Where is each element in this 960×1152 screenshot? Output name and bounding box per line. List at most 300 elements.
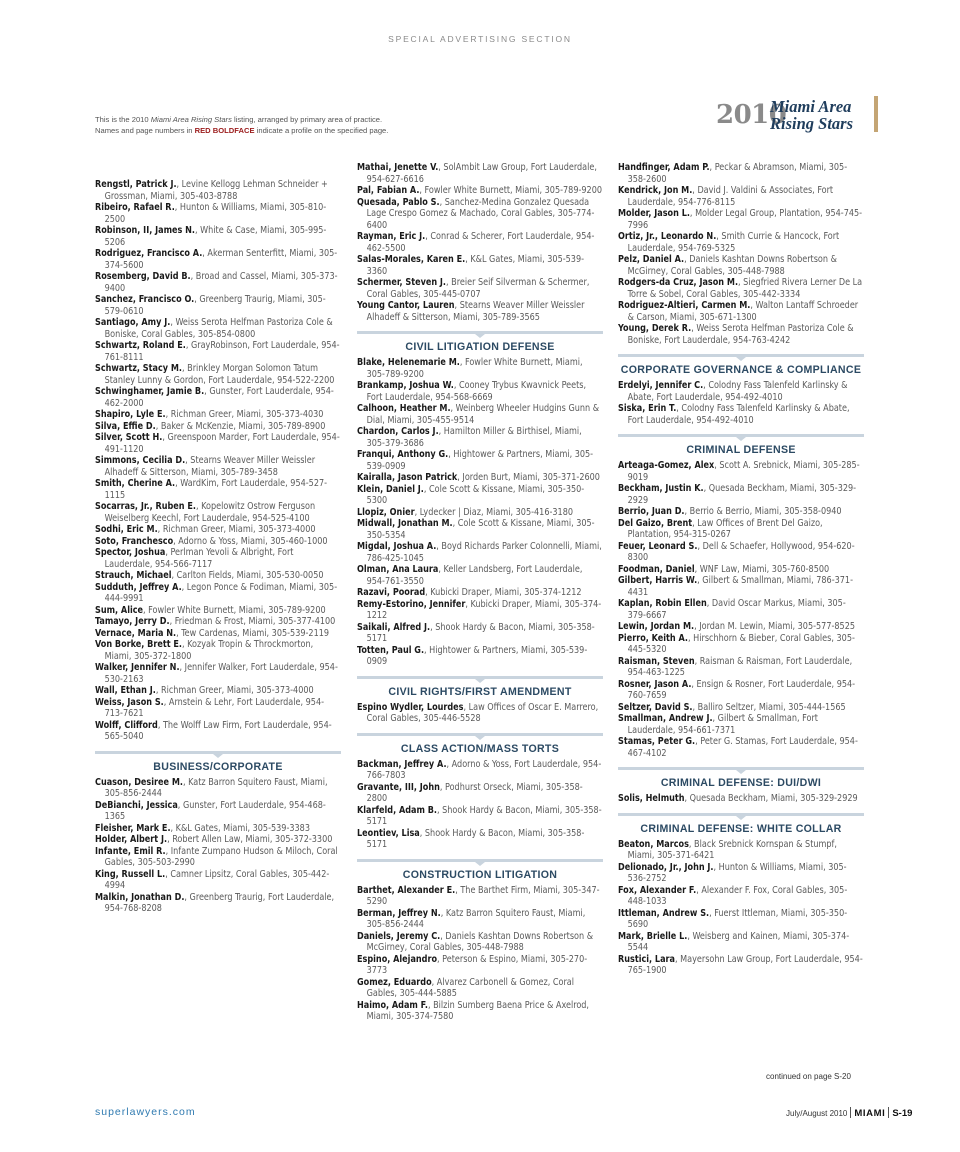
attorney-name: Mathai, Jenette V.	[357, 162, 439, 173]
firm-details: , Alexander F. Fox, Coral Gables, 305-448-1033	[627, 884, 848, 907]
footer-folio	[786, 1107, 912, 1119]
firm-details: , Law Offices of Oscar E. Marrero, Coral Gables, 305-446-5528	[366, 701, 599, 724]
attorney-name: Chardon, Carlos J.	[357, 426, 439, 437]
firm-details: , Peterson & Espino, Miami, 305-270-3773	[366, 953, 588, 976]
attorney-name: Fleisher, Mark E.	[95, 822, 171, 834]
firm-details: , Hightower & Partners, Miami, 305-539-0909	[366, 449, 594, 472]
section-header	[618, 354, 864, 377]
attorney-name: Shapiro, Lyle E.	[95, 409, 166, 420]
firm-details: , Colodny Fass Talenfeld Karlinsky & Abate, Fort Lauderdale, 954-492-4010	[627, 403, 850, 426]
listing-entry	[95, 248, 341, 271]
listing-entry	[618, 380, 864, 403]
attorney-name: Fox, Alexander F.	[618, 884, 697, 896]
footer-date: July/August 2010	[786, 1109, 848, 1118]
listing-entry	[95, 536, 341, 548]
firm-details: , White & Case, Miami, 305-995-5206	[104, 225, 327, 248]
firm-details: , Fuerst Ittleman, Miami, 305-350-5690	[627, 907, 848, 930]
listing-entry	[95, 455, 341, 478]
firm-details: , Adorno & Yoss, Miami, 305-460-1000	[173, 535, 328, 547]
listing-entry	[618, 208, 864, 231]
listing-entry	[357, 885, 603, 908]
firm-details: , Brinkley Morgan Solomon Tatum Stanley Lunny & Gordon, Fort Lauderdale, 954-522-2200	[104, 363, 335, 386]
firm-details: , Raisman & Raisman, Fort Lauderdale, 954-463-1225	[627, 655, 853, 678]
section-header	[618, 813, 864, 836]
listing-entry	[357, 254, 603, 277]
firm-details: , Quesada Beckham, Miami, 305-329-2929	[627, 483, 857, 506]
attorney-name: Berrio, Juan D.	[618, 506, 685, 517]
section-header	[618, 767, 864, 790]
listing-entry	[357, 507, 603, 519]
attorney-name: Razavi, Poorad	[357, 587, 426, 598]
listing-entry	[95, 605, 341, 617]
firm-details: , David J. Valdini & Associates, Fort Lauderdale, 954-776-8115	[627, 185, 834, 208]
firm-details: , Shook Hardy & Bacon, Miami, 305-358-5171	[366, 827, 585, 850]
attorney-name: Young Cantor, Lauren	[357, 300, 455, 311]
firm-details: , Friedman & Frost, Miami, 305-377-4100	[169, 616, 336, 627]
listing-entry	[618, 621, 864, 633]
attorney-name: Tamayo, Jerry D.	[95, 616, 170, 627]
listing-entry	[357, 541, 603, 564]
firm-details: , Peckar & Abramson, Miami, 305-358-2600	[627, 162, 848, 185]
attorney-name: Wolff, Clifford	[95, 719, 158, 731]
attorney-name: Strauch, Michael	[95, 570, 172, 581]
firm-details: , Hunton & Williams, Miami, 305-810-2500	[104, 202, 327, 225]
attorney-name: Smallman, Andrew J.	[618, 713, 713, 724]
attorney-name: Rustici, Lara	[618, 953, 676, 965]
listing-entry	[618, 460, 864, 483]
attorney-name: Espino Wydler, Lourdes	[357, 701, 464, 713]
firm-details: , Molder Legal Group, Plantation, 954-745-7996	[627, 208, 863, 231]
attorney-name: Franqui, Anthony G.	[357, 449, 449, 460]
attorney-name: Smith, Cherine A.	[95, 478, 176, 489]
section-divider	[618, 354, 864, 357]
attorney-name: Calhoon, Heather M.	[357, 403, 451, 414]
firm-details: , Quesada Beckham, Miami, 305-329-2929	[684, 793, 858, 804]
attorney-name: Stamas, Peter G.	[618, 736, 696, 747]
listing-entry	[357, 185, 603, 197]
firm-details: , Kubicki Draper, Miami, 305-374-1212	[366, 598, 602, 621]
listing-entry	[618, 564, 864, 576]
firm-details: , Stearns Weaver Miller Weissler Alhadeff & Sitterson, Miami, 305-789-3458	[104, 455, 316, 478]
section-divider	[618, 434, 864, 437]
listing-entry	[618, 839, 864, 862]
listing-entry	[95, 639, 341, 662]
firm-details: , Levine Kellogg Lehman Schneider + Grossman, Miami, 305-403-8788	[104, 179, 328, 202]
section-title: CRIMINAL DEFENSE	[686, 444, 796, 456]
firm-details: , Robert Allen Law, Miami, 305-372-3300	[167, 834, 333, 845]
listing-entry	[618, 185, 864, 208]
listing-entry	[618, 633, 864, 656]
attorney-name: Arteaga-Gomez, Alex	[618, 460, 715, 471]
attorney-name: Backman, Jeffrey A.	[357, 758, 447, 770]
listing-entry	[95, 720, 341, 743]
attorney-name: Silver, Scott H.	[95, 432, 163, 443]
listing-entry	[95, 421, 341, 433]
firm-details: , Weinberg Wheeler Hudgins Gunn & Dial, Miami, 305-455-9514	[366, 403, 600, 426]
section-title: CIVIL LITIGATION DEFENSE	[405, 341, 555, 353]
attorney-name: Socarras, Jr., Ruben E.	[95, 501, 196, 512]
listing-entry	[95, 409, 341, 421]
firm-details: , Conrad & Scherer, Fort Lauderdale, 954-462-5500	[366, 231, 595, 254]
footer-divider	[888, 1107, 889, 1118]
attorney-name: Llopiz, Onier	[357, 506, 415, 518]
listing-entry	[618, 656, 864, 679]
firm-details: , Stearns Weaver Miller Weissler Alhadeff & Sitterson, Miami, 305-789-3565	[366, 300, 585, 323]
firm-details: , Tew Cardenas, Miami, 305-539-2119	[176, 627, 330, 639]
firm-details: , Kubicki Draper, Miami, 305-374-1212	[425, 587, 582, 598]
firm-details: , Cole Scott & Kissane, Miami, 305-350-5300	[366, 483, 585, 506]
attorney-name: DeBianchi, Jessica	[95, 799, 178, 811]
listing-entry	[95, 582, 341, 605]
listing-entry	[618, 277, 864, 300]
section-divider	[95, 751, 341, 754]
firm-details: , Cole Scott & Kissane, Miami, 305-350-5354	[366, 518, 595, 541]
firm-details: , Weiss Serota Helfman Pastoriza Cole & Boniske, Fort Lauderdale, 954-763-4242	[627, 323, 854, 346]
firm-details: , Daniels Kashtan Downs Robertson & McGirney, Coral Gables, 305-448-7988	[366, 930, 594, 953]
attorney-name: Salas-Morales, Karen E.	[357, 254, 466, 265]
attorney-name: Kairalla, Jason Patrick	[357, 472, 458, 483]
section-header	[357, 859, 603, 882]
listing-entry	[95, 179, 341, 202]
listing-entry	[618, 162, 864, 185]
attorney-name: Klarfeld, Adam B.	[357, 804, 438, 816]
attorney-name: Schermer, Steven J.	[357, 277, 447, 288]
firm-details: , Siegfried Rivera Lerner De La Torre & Sobel, Coral Gables, 305-442-3334	[627, 277, 863, 300]
firm-details: , Boyd Richards Parker Colonnelli, Miami, 786-425-1045	[366, 541, 602, 564]
listing-entry	[95, 570, 341, 582]
listing-entry	[618, 403, 864, 426]
firm-details: , Gunster, Fort Lauderdale, 954-468-1365	[104, 799, 326, 822]
attorney-name: Erdelyi, Jennifer C.	[618, 380, 704, 391]
attorney-name: Siska, Erin T.	[618, 403, 677, 414]
firm-details: , David Oscar Markus, Miami, 305-379-6667	[627, 598, 846, 621]
listing-entry	[357, 472, 603, 484]
logo-title: Miami Area Rising Stars	[770, 97, 853, 133]
firm-details: , Sanchez-Medina Gonzalez Quesada Lage Crespo Gomez & Machado, Coral Gables, 305-774-6400	[366, 196, 595, 231]
section-divider	[618, 813, 864, 816]
listing-entry	[95, 697, 341, 720]
listing-entry	[618, 736, 864, 759]
firm-details: , The Barthet Firm, Miami, 305-347-5290	[366, 884, 600, 907]
section-divider	[618, 767, 864, 770]
attorney-name: Gravante, III, John	[357, 781, 440, 793]
firm-details: , Kopelowitz Ostrow Ferguson Weiselberg Keechl, Fort Lauderdale, 954-525-4100	[104, 501, 316, 524]
attorney-name: Kaplan, Robin Ellen	[618, 598, 707, 609]
listing-entry	[618, 323, 864, 346]
listing-entry	[357, 403, 603, 426]
firm-details: , Gilbert & Smallman, Miami, 786-371-4431	[627, 575, 854, 598]
section-title: BUSINESS/CORPORATE	[153, 760, 283, 773]
firm-details: , Mayersohn Law Group, Fort Lauderdale, 954-765-1900	[627, 953, 863, 976]
attorney-name: Holder, Albert J.	[95, 834, 168, 845]
footer-page-number: S-19	[892, 1108, 913, 1119]
listing-entry	[357, 197, 603, 232]
listing-entry	[357, 518, 603, 541]
listing-entry	[618, 862, 864, 885]
listing-entry	[357, 759, 603, 782]
section-header	[357, 733, 603, 756]
attorney-name: Sodhi, Eric M.	[95, 524, 158, 535]
attorney-name: Raisman, Steven	[618, 655, 695, 667]
advertising-banner: SPECIAL ADVERTISING SECTION	[388, 34, 572, 44]
listing-entry	[357, 828, 603, 851]
continued-note: continued on page S-20	[766, 1072, 851, 1081]
listing-entry	[357, 599, 603, 622]
firm-details: , Fowler White Burnett, Miami, 305-789-9200	[143, 604, 326, 616]
firm-details: , K&L Gates, Miami, 305-539-3360	[366, 254, 585, 277]
listing-entry	[618, 954, 864, 977]
attorney-name: Rodgers-da Cruz, Jason M.	[618, 277, 739, 288]
listing-entry	[357, 908, 603, 931]
listing-entry	[357, 1000, 603, 1023]
listing-entry	[618, 541, 864, 564]
listing-entry	[618, 518, 864, 541]
listing-column-1	[95, 179, 341, 915]
listing-entry	[357, 931, 603, 954]
attorney-name: Olman, Ana Laura	[357, 564, 439, 575]
listing-entry	[95, 547, 341, 570]
listing-entry	[357, 977, 603, 1000]
listing-entry	[357, 380, 603, 403]
listing-entry	[95, 800, 341, 823]
attorney-name: Foodman, Daniel	[618, 563, 695, 575]
firm-details: , Kozyak Tropin & Throckmorton, Miami, 305-372-1800	[104, 639, 314, 662]
firm-details: , SolAmbit Law Group, Fort Lauderdale, 954-627-6616	[366, 162, 597, 185]
firm-details: , WNF Law, Miami, 305-760-8500	[694, 563, 830, 575]
firm-details: , Katz Barron Squitero Faust, Miami, 305-856-2444	[104, 776, 328, 799]
attorney-name: Rodriguez-Altieri, Carmen M.	[618, 300, 751, 311]
listing-entry	[618, 713, 864, 736]
attorney-name: Saikali, Alfred J.	[357, 621, 431, 633]
section-divider	[357, 331, 603, 334]
attorney-name: Von Borke, Brett E.	[95, 639, 183, 650]
intro-text: This is the 2010 Miami Area Rising Stars listing, arranged by primary area of practice. Names and page numbers in RED BOLDFACE indicate a profile on the specified page.	[95, 115, 389, 135]
firm-details: , Berrio & Berrio, Miami, 305-358-0940	[684, 506, 842, 517]
listing-entry	[357, 564, 603, 587]
listing-entry	[95, 202, 341, 225]
attorney-name: Silva, Effie D.	[95, 420, 156, 432]
listing-entry	[95, 317, 341, 340]
attorney-name: Wall, Ethan J.	[95, 685, 156, 696]
listing-entry	[95, 478, 341, 501]
listing-entry	[95, 777, 341, 800]
firm-details: , Greenberg Traurig, Miami, 305-579-0610	[104, 294, 326, 317]
listing-entry	[95, 662, 341, 685]
firm-details: , Greenberg Traurig, Fort Lauderdale, 954-768-8208	[104, 891, 335, 914]
section-title: CONSTRUCTION LITIGATION	[402, 868, 558, 881]
section-header	[357, 331, 603, 354]
attorney-name: Seltzer, David S.	[618, 701, 693, 713]
attorney-name: Gomez, Eduardo	[357, 976, 432, 988]
firm-details: , Peter G. Stamas, Fort Lauderdale, 954-467-4102	[627, 736, 858, 759]
attorney-name: Rosemberg, David B.	[95, 271, 191, 282]
attorney-name: Cuason, Desiree M.	[95, 776, 183, 788]
attorney-name: Infante, Emil R.	[95, 845, 166, 857]
attorney-name: Beckham, Justin K.	[618, 483, 704, 494]
section-title: CRIMINAL DEFENSE: DUI/DWI	[660, 777, 822, 789]
section-title: CLASS ACTION/MASS TORTS	[400, 742, 560, 755]
listing-entry	[357, 622, 603, 645]
attorney-name: Gilbert, Harris W.	[618, 575, 698, 586]
logo-year: 2010	[716, 100, 787, 130]
firm-details: , Gunster, Fort Lauderdale, 954-462-2000	[104, 386, 334, 409]
firm-details: , Camner Lipsitz, Coral Gables, 305-442-4994	[104, 868, 330, 891]
attorney-name: Schwartz, Roland E.	[95, 340, 186, 351]
firm-details: , K&L Gates, Miami, 305-539-3383	[170, 822, 310, 834]
attorney-name: Klein, Daniel J.	[357, 483, 424, 495]
firm-details: , Daniels Kashtan Downs Robertson & McGirney, Coral Gables, 305-448-7988	[627, 254, 837, 277]
footer-divider	[850, 1107, 851, 1118]
section-header	[618, 434, 864, 457]
firm-details: , Hamilton Miller & Birthisel, Miami, 305-379-3686	[366, 426, 582, 449]
attorney-name: Haimo, Adam F.	[357, 999, 428, 1011]
section-header	[95, 751, 341, 774]
listing-entry	[95, 834, 341, 846]
listing-entry	[95, 271, 341, 294]
attorney-name: Ribeiro, Rafael R.	[95, 202, 175, 213]
firm-details: , GrayRobinson, Fort Lauderdale, 954-761-8111	[104, 340, 340, 363]
listing-entry	[357, 162, 603, 185]
firm-details: , Gilbert & Smallman, Fort Lauderdale, 954-661-7371	[627, 713, 818, 736]
attorney-name: Sudduth, Jeffrey A.	[95, 581, 182, 593]
firm-details: , Broad and Cassel, Miami, 305-373-9400	[104, 271, 338, 294]
attorney-name: Ittleman, Andrew S.	[618, 907, 710, 919]
listing-entry	[357, 231, 603, 254]
attorney-name: Spector, Joshua	[95, 547, 166, 558]
attorney-name: Robinson, II, James N.	[95, 225, 195, 236]
firm-details: , Smith Currie & Hancock, Fort Lauderdale, 954-769-5325	[627, 231, 840, 254]
listing-entry	[95, 892, 341, 915]
listing-column-2	[357, 162, 603, 1023]
listing-entry	[357, 645, 603, 668]
listing-entry	[357, 300, 603, 323]
listing-entry	[95, 616, 341, 628]
footer-magazine: MIAMI	[854, 1108, 886, 1119]
attorney-name: Sanchez, Francisco O.	[95, 294, 195, 305]
listing-entry	[95, 432, 341, 455]
attorney-name: Vernace, Maria N.	[95, 627, 177, 639]
listing-entry	[357, 426, 603, 449]
attorney-name: Pelz, Daniel A.	[618, 254, 685, 265]
section-title: CIVIL RIGHTS/FIRST AMENDMENT	[388, 685, 572, 698]
firm-details: , Jorden Burt, Miami, 305-371-2600	[457, 472, 600, 483]
attorney-name: Weiss, Jason S.	[95, 696, 164, 708]
firm-details: , Katz Barron Squitero Faust, Miami, 305-856-2444	[366, 907, 586, 930]
firm-details: , Lydecker | Diaz, Miami, 305-416-3180	[414, 506, 573, 518]
section-title: CORPORATE GOVERNANCE & COMPLIANCE	[620, 364, 862, 376]
section-divider	[357, 733, 603, 736]
listing-entry	[95, 340, 341, 363]
firm-details: , Black Srebnick Kornspan & Stumpf, Miami, 305-371-6421	[627, 838, 837, 861]
rising-stars-logo	[716, 96, 881, 134]
attorney-name: Pal, Fabian A.	[357, 185, 420, 196]
firm-details: , Alvarez Carbonell & Gomez, Coral Gables, 305-444-5885	[366, 976, 575, 999]
firm-details: , Bilzin Sumberg Baena Price & Axelrod, Miami, 305-374-7580	[366, 999, 589, 1022]
listing-entry	[618, 598, 864, 621]
section-divider	[357, 859, 603, 862]
listing-entry	[618, 483, 864, 506]
firm-details: , Walton Lantaff Schroeder & Carson, Miami, 305-671-1300	[627, 300, 859, 323]
firm-details: , Scott A. Srebnick, Miami, 305-285-9019	[627, 460, 860, 483]
attorney-name: Sum, Alice	[95, 604, 144, 616]
listing-entry	[357, 357, 603, 380]
attorney-name: Remy-Estorino, Jennifer	[357, 598, 466, 610]
firm-details: , Richman Greer, Miami, 305-373-4000	[155, 685, 314, 696]
listing-entry	[618, 702, 864, 714]
firm-details: , Shook Hardy & Bacon, Miami, 305-358-5171	[366, 621, 595, 644]
attorney-name: Solis, Helmuth	[618, 793, 685, 804]
attorney-name: Pierro, Keith A.	[618, 632, 689, 644]
footer-url[interactable]: superlawyers.com	[95, 1106, 196, 1118]
attorney-name: Young, Derek R.	[618, 323, 692, 334]
listing-entry	[95, 869, 341, 892]
listing-entry	[95, 846, 341, 869]
attorney-name: King, Russell L.	[95, 868, 166, 880]
attorney-name: Rosner, Jason A.	[618, 678, 692, 690]
attorney-name: Mark, Brielle L.	[618, 930, 688, 942]
firm-details: , Jennifer Walker, Fort Lauderdale, 954-530-2163	[104, 662, 338, 685]
firm-details: , Richman Greer, Miami, 305-373-4030	[165, 409, 324, 420]
listing-entry	[95, 294, 341, 317]
firm-details: , Podhurst Orseck, Miami, 305-358-2800	[366, 781, 583, 804]
firm-details: , Greenspoon Marder, Fort Lauderdale, 954-491-1120	[104, 432, 340, 455]
attorney-name: Totten, Paul G.	[357, 644, 425, 656]
firm-details: , Adorno & Yoss, Fort Lauderdale, 954-766-7803	[366, 758, 602, 781]
listing-entry	[618, 679, 864, 702]
attorney-name: Brankamp, Joshua W.	[357, 380, 454, 391]
attorney-name: Rengstl, Patrick J.	[95, 179, 177, 190]
listing-entry	[618, 506, 864, 518]
listing-entry	[357, 484, 603, 507]
listing-entry	[95, 386, 341, 409]
firm-details: , Baker & McKenzie, Miami, 305-789-8900	[155, 420, 326, 432]
attorney-name: Lewin, Jordan M.	[618, 621, 695, 632]
attorney-name: Kendrick, Jon M.	[618, 185, 693, 196]
attorney-name: Ortiz, Jr., Leonardo N.	[618, 231, 717, 242]
attorney-name: Quesada, Pablo S.	[357, 196, 440, 208]
listing-entry	[357, 449, 603, 472]
attorney-name: Feuer, Leonard S.	[618, 540, 698, 552]
listing-entry	[618, 575, 864, 598]
listing-entry	[95, 501, 341, 524]
attorney-name: Espino, Alejandro	[357, 953, 438, 965]
listing-entry	[95, 225, 341, 248]
listing-entry	[357, 805, 603, 828]
firm-details: , Jordan M. Lewin, Miami, 305-577-8525	[694, 621, 856, 632]
attorney-name: Beaton, Marcos	[618, 838, 689, 850]
firm-details: , Arnstein & Lehr, Fort Lauderdale, 954-713-7621	[104, 696, 325, 719]
attorney-name: Berman, Jeffrey N.	[357, 907, 441, 919]
attorney-name: Del Gaizo, Brent	[618, 517, 693, 529]
listing-entry	[95, 685, 341, 697]
firm-details: , Dell & Schaefer, Hollywood, 954-620-8300	[627, 540, 855, 563]
listing-entry	[357, 702, 603, 725]
firm-details: , Fowler White Burnett, Miami, 305-789-9200	[419, 185, 603, 196]
listing-entry	[95, 363, 341, 386]
firm-details: , Hirschhorn & Bieber, Coral Gables, 305-445-5320	[627, 632, 855, 655]
firm-details: , Colodny Fass Talenfeld Karlinsky & Abate, Fort Lauderdale, 954-492-4010	[627, 380, 848, 403]
attorney-name: Leontiev, Lisa	[357, 827, 420, 839]
firm-details: , WardKim, Fort Lauderdale, 954-527-1115	[104, 478, 328, 501]
attorney-name: Schwartz, Stacy M.	[95, 363, 183, 374]
firm-details: , Hunton & Williams, Miami, 305-536-2752	[627, 861, 847, 884]
firm-details: , Weisberg and Kainen, Miami, 305-374-5544	[627, 930, 850, 953]
listing-entry	[618, 931, 864, 954]
section-header	[357, 676, 603, 699]
firm-details: , Carlton Fields, Miami, 305-530-0050	[171, 570, 324, 581]
listing-entry	[618, 885, 864, 908]
firm-details: , Weiss Serota Helfman Pastoriza Cole & Boniske, Coral Gables, 305-854-0800	[104, 317, 333, 340]
